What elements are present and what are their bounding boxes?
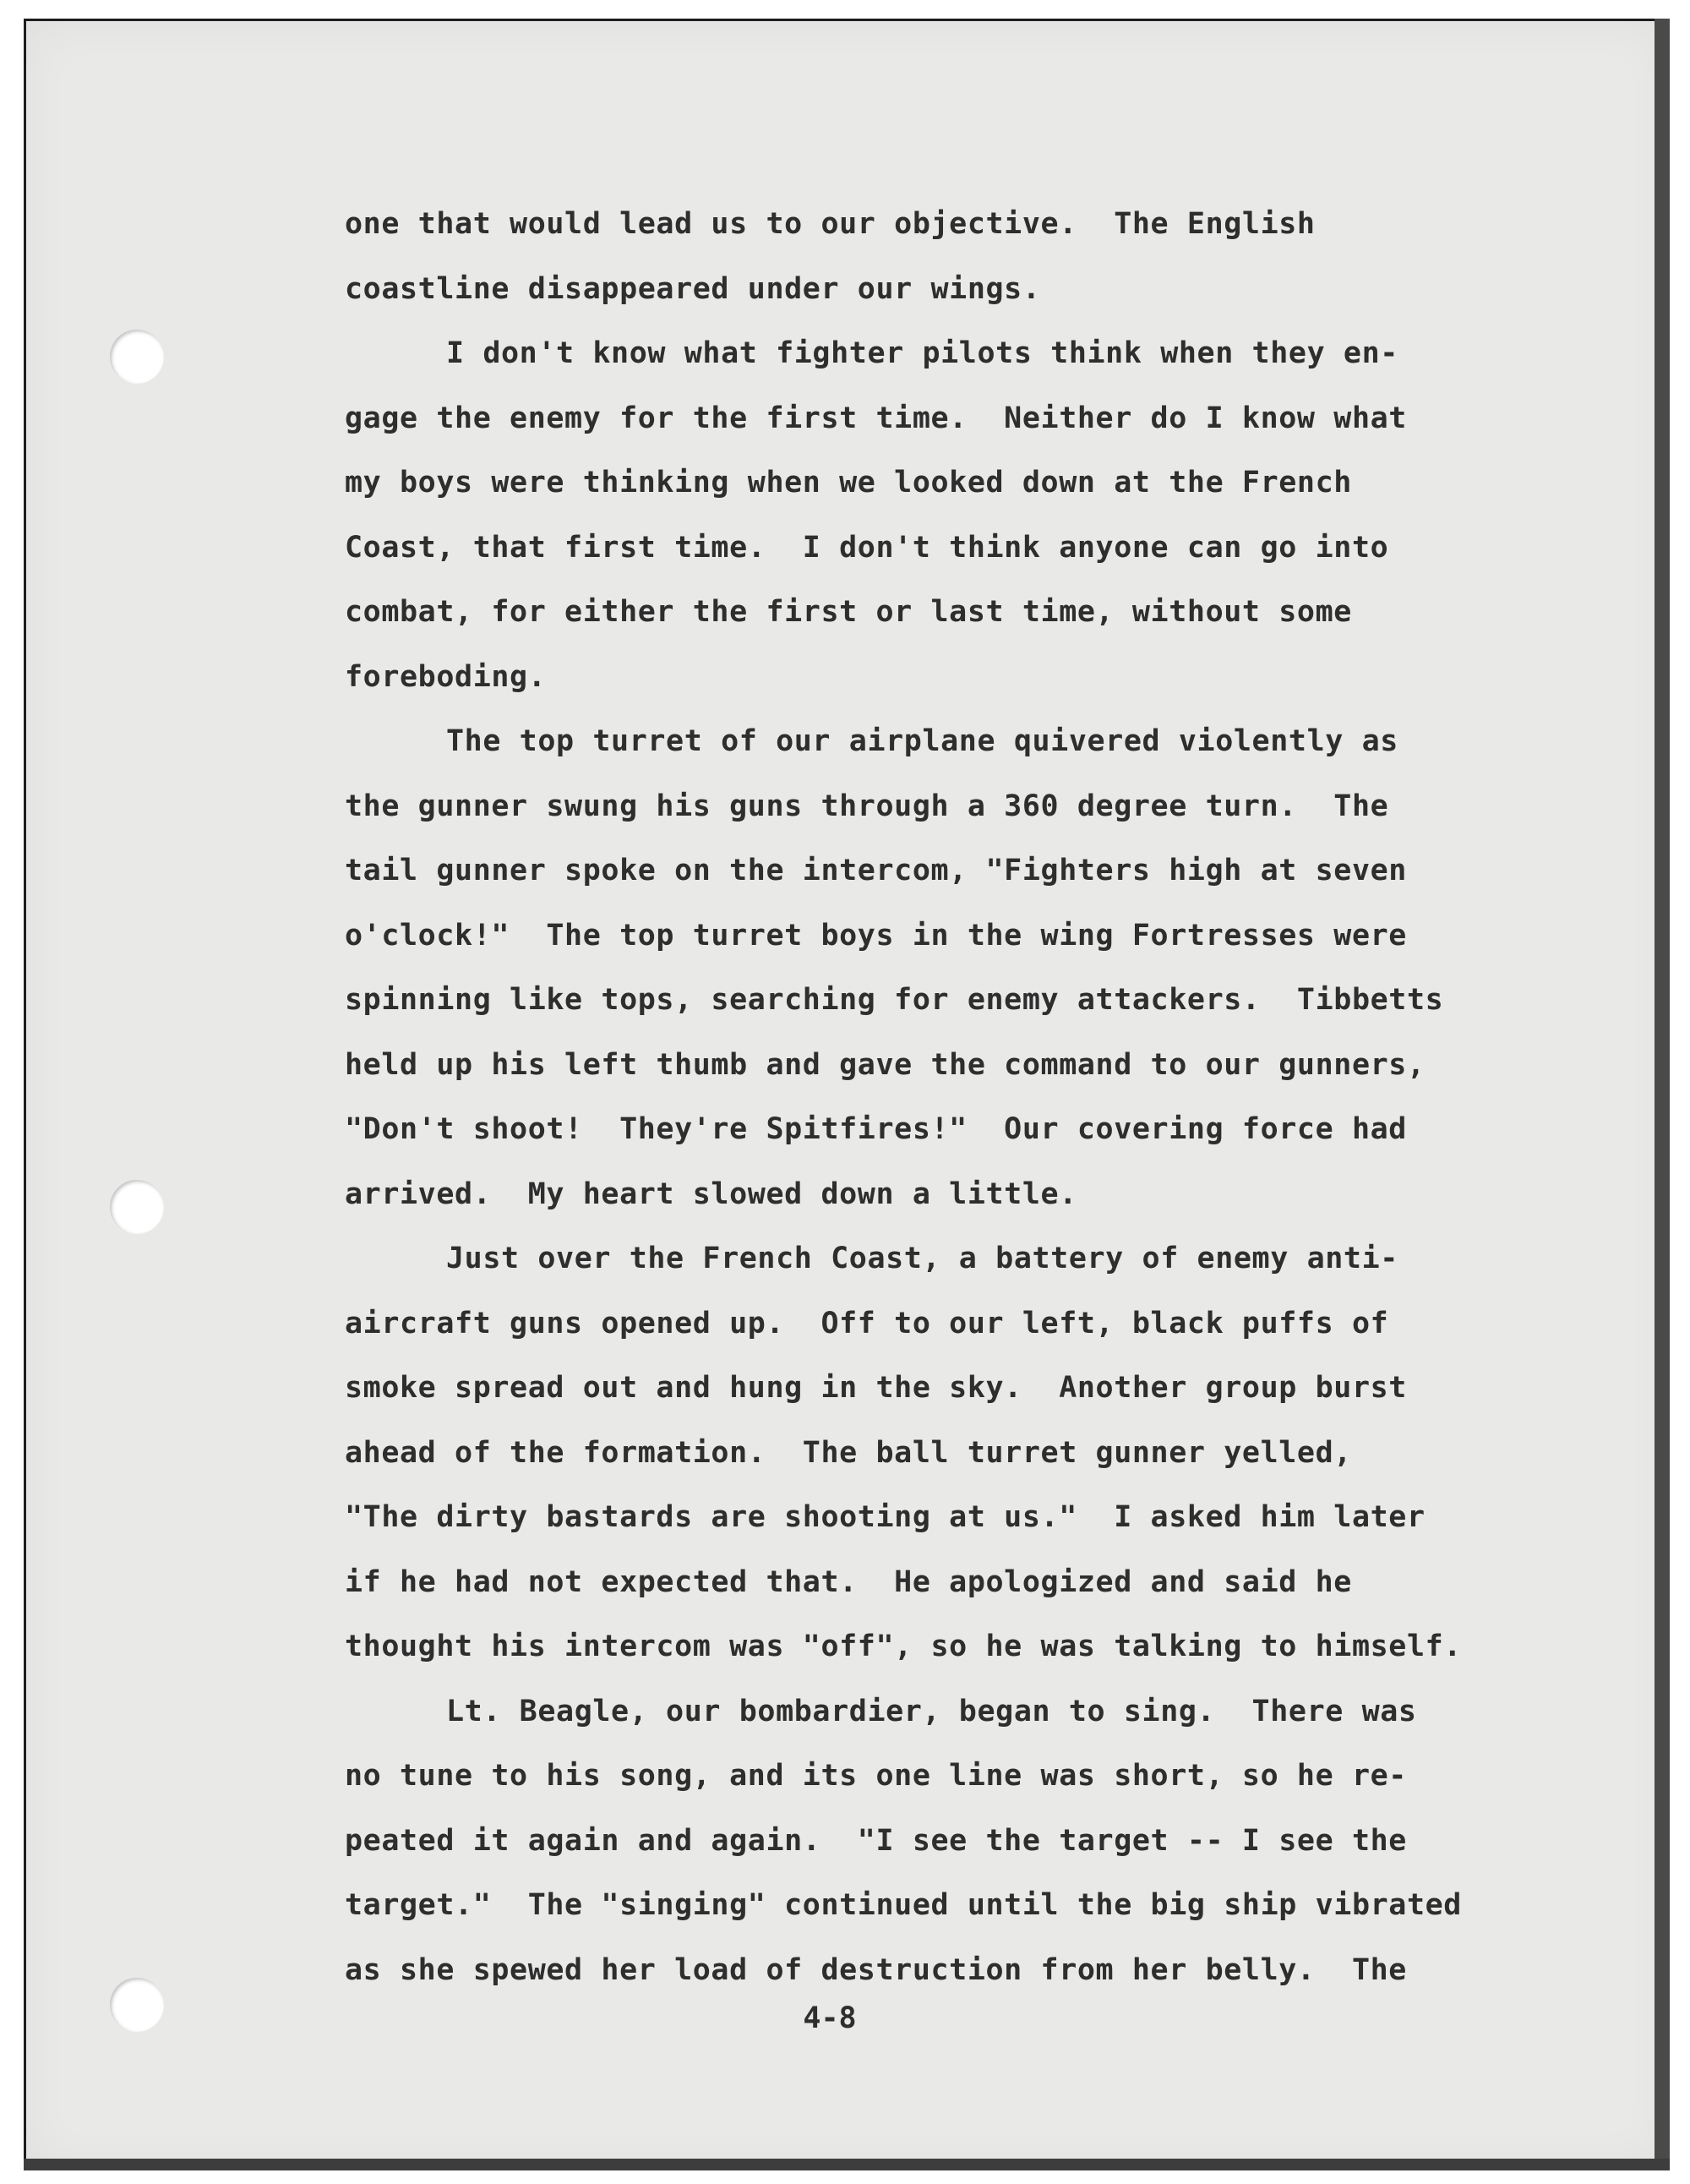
text-line: peated it again and again. "I see the target -- I see the [345,1823,1407,1858]
text-line: my boys were thinking when we looked down at the French [345,466,1352,500]
page-edge-right [1655,19,1670,2170]
text-line: held up his left thumb and gave the command to our gunners, [345,1047,1426,1082]
text-line: "The dirty bastards are shooting at us." I asked him later [345,1500,1426,1534]
text-line: I don't know what fighter pilots think when they en- [446,336,1398,370]
text-line: aircraft guns opened up. Off to our left, black puffs of [345,1306,1389,1340]
text-line: as she spewed her load of destruction from her belly. The [345,1952,1407,1987]
text-line: coastline disappeared under our wings. [345,271,1041,306]
text-line: "Don't shoot! They're Spitfires!" Our covering force had [345,1112,1407,1146]
text-line: combat, for either the first or last time, without some [345,595,1352,629]
text-line: arrived. My heart slowed down a little. [345,1177,1077,1211]
text-line: smoke spread out and hung in the sky. Another group burst [345,1371,1407,1405]
text-line: Just over the French Coast, a battery of enemy anti- [446,1242,1398,1275]
text-line: foreboding. [345,659,547,694]
text-line: Coast, that first time. I don't think anyone can go into [345,530,1389,565]
text-line: thought his intercom was "off", so he was talking to himself. [345,1630,1462,1663]
page-number: 4-8 [803,2001,857,2035]
text-line: The top turret of our airplane quivered violently as [446,724,1398,758]
typewritten-page [24,19,1670,2170]
text-line: ahead of the formation. The ball turret gunner yelled, [345,1435,1352,1470]
binder-hole-icon [110,1180,164,1234]
text-line: gage the enemy for the first time. Neither do I know what [345,401,1407,435]
text-line: spinning like tops, searching for enemy attackers. Tibbetts [345,983,1444,1017]
text-line: Lt. Beagle, our bombardier, began to sing. There was [446,1694,1417,1728]
page-edge-bottom [24,2159,1670,2170]
text-line: no tune to his song, and its one line was short, so he re- [345,1759,1407,1793]
body-text [345,192,1570,2002]
binder-hole-icon [110,330,164,384]
text-line: tail gunner spoke on the intercom, "Fighters high at seven [345,854,1407,887]
text-line: target." The "singing" continued until the big ship vibrated [345,1888,1462,1922]
text-line: o'clock!" The top turret boys in the wing Fortresses were [345,918,1407,953]
text-line: the gunner swung his guns through a 360 degree turn. The [345,789,1389,823]
text-line: one that would lead us to our objective. The English [345,207,1316,241]
text-line: if he had not expected that. He apologized and said he [345,1564,1352,1599]
